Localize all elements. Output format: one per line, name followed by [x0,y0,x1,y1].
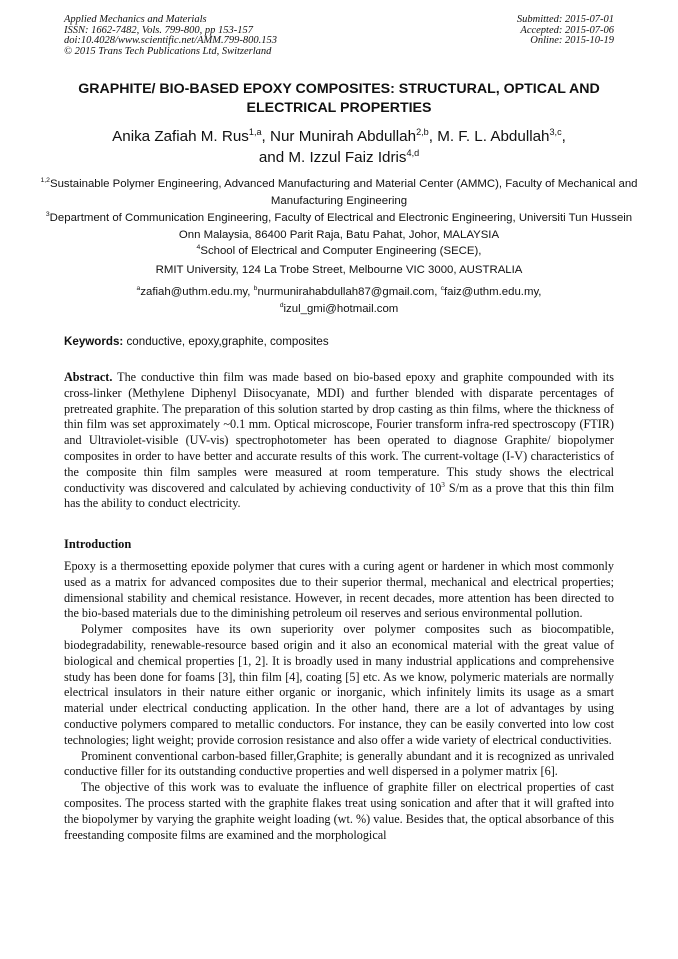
paragraph: The objective of this work was to evaluate the influence of graphite filler on electrical properties of cast composites. The process started with the graphite flakes treat using sonication and after that it will grafted into the biopolymer by varying the graphite weight loading (wt. %) value. Besides that, the optical absorbance of this freestanding composite films are examined and the morphological [64,780,614,842]
journal-info [64,15,277,57]
keywords [64,334,614,349]
accepted-date: Accepted: 2015-07-06 [520,24,614,36]
paragraph: Prominent conventional carbon-based filler,Graphite; is generally abundant and it is recognized as unrivaled conductive filler for its outstanding conductive properties and well dispersed in a polymer matrix [6]. [64,748,614,779]
affiliation-2: $^3$Department of Communication Engineering, Faculty of Electrical and Electronic Engineering, Universiti Tun Hussein Onn Malaysia, 86400 Parit Raja, Batu Pahat, Johor, MALAYSIA $^4$School of Electrical and Computer Engineering (SECE), [45,211,633,257]
email-list: $^a$zafiah@uthm.edu.my, $^b$nurmunirahabdullah87@gmail.com, $^c$faiz@uthm.edu.my, $^d$izul_gmi@hotmail.com [136,285,542,315]
author-4: and M. Izzul Faiz Idris [258,148,407,166]
abstract-label: Abstract. [64,370,113,384]
author-list: Anika Zafiah M. Rus$^{1,a}$, Nur Munirah Abdullah$^{2,b}$, M. F. L. Abdullah$^{3,c}$, and M. Izzul Faiz Idris$^{4,d}$ [112,126,566,166]
paragraph: Polymer composites have its own superiority over polymer composites such as biocompatible, biodegradability, renewable-resource based origin and it also an economical material with the great value of biological and chemical properties [1, 2]. It is broadly used in many industrial applications and comprehensive study has been done for foams [3], thin film [4], coating [5] etc. As we know, polymeric materials are normally electrical insulators in their nature either organic or inorganic, which infinitely limits its usage as a smart material under electrical conducting application. In the other hand, there are a lot of advantages by using conductive polymers compared to metallic conductors. For instance, they can be easily converted into low cost technologies; light weight; provide corrosion resistance and also offer a wide variety of electrical conductivities. [64,622,614,747]
copyright: © 2015 Trans Tech Publications Ltd, Switzerland [64,45,272,57]
email-d[interactable]: izul_gmi@hotmail.com [283,302,399,315]
affiliation-3-address: RMIT University, 124 La Trobe Street, Melbourne VIC 3000, AUSTRALIA [155,264,523,276]
dates-info [517,15,614,47]
keywords-text: conductive, epoxy,graphite, composites [123,335,329,348]
section-heading-introduction: Introduction [64,537,132,551]
abstract: Abstract. The conductive thin film was made based on bio-based epoxy and graphite compounded with its cross-linker (Methylene Diphenyl Diisocyanate, MDI) and further blended with disparate percentages of pretreated graphite. The preparation of this solution started by drop casting as thin films, where the thickness of thin film was set approximately ~0.1 mm. Optical microscope, Fourier transform infra-red spectroscopy (FTIR) and Ultraviolet-visible (UV-vis) spectrophotometer has been operated to diagnose Graphite/ biopolymer composites in order to have better and accurate results of this work. The current-voltage (I-V) characteristics of the composite thin film samples were measured at room temperature. This study shows the electrical conductivity was discovered and calculated by achieving conductivity of $10^3$ S/m as a prove that this thin film has the ability to conduct electricity. [64,370,614,511]
email-a[interactable]: zafiah@uthm.edu.my, [140,286,254,298]
paragraph: Epoxy is a thermosetting epoxide polymer that cures with a curing agent or hardener in which most commonly used as a matrix for advanced composites due to their superior thermal, mechanical and electrical properties; dimensional stability and chemical resistance. However, in recent decades, more attention has been directed to the bio-based materials due to the diminishing petroleum oil reserves and serious environmental pollution. [64,559,614,621]
paper-title: GRAPHITE/ BIO-BASED EPOXY COMPOSITES: STRUCTURAL, OPTICAL AND ELECTRICAL PROPERTIES [78,81,600,116]
issn: ISSN: 1662-7482, Vols. 799-800, pp 153-157 [64,24,253,36]
online-date: Online: 2015-10-19 [530,35,614,47]
author-3: M. F. L. Abdullah [437,128,550,145]
affiliation-3: School of Electrical and Computer Engineering (SECE), [200,245,482,257]
keywords-label: Keywords: [64,335,124,348]
doi: doi:10.4028/www.scientific.net/AMM.799-800.153 [64,35,277,47]
submitted-date: Submitted: 2015-07-01 [516,14,614,25]
author-1: Anika Zafiah M. Rus [112,128,249,145]
email-b[interactable]: nurmunirahabdullah87@gmail.com, [257,286,441,298]
journal-name: Applied Mechanics and Materials [64,14,207,25]
author-2: Nur Munirah Abdullah [270,128,417,145]
introduction-body [64,559,614,843]
email-c[interactable]: faiz@uthm.edu.my, [444,286,542,298]
affiliation-1: $^{1,2}$Sustainable Polymer Engineering, Advanced Manufacturing and Material Center (AMMC), Faculty of Mechanical and Manufacturing Engineering [40,177,638,207]
